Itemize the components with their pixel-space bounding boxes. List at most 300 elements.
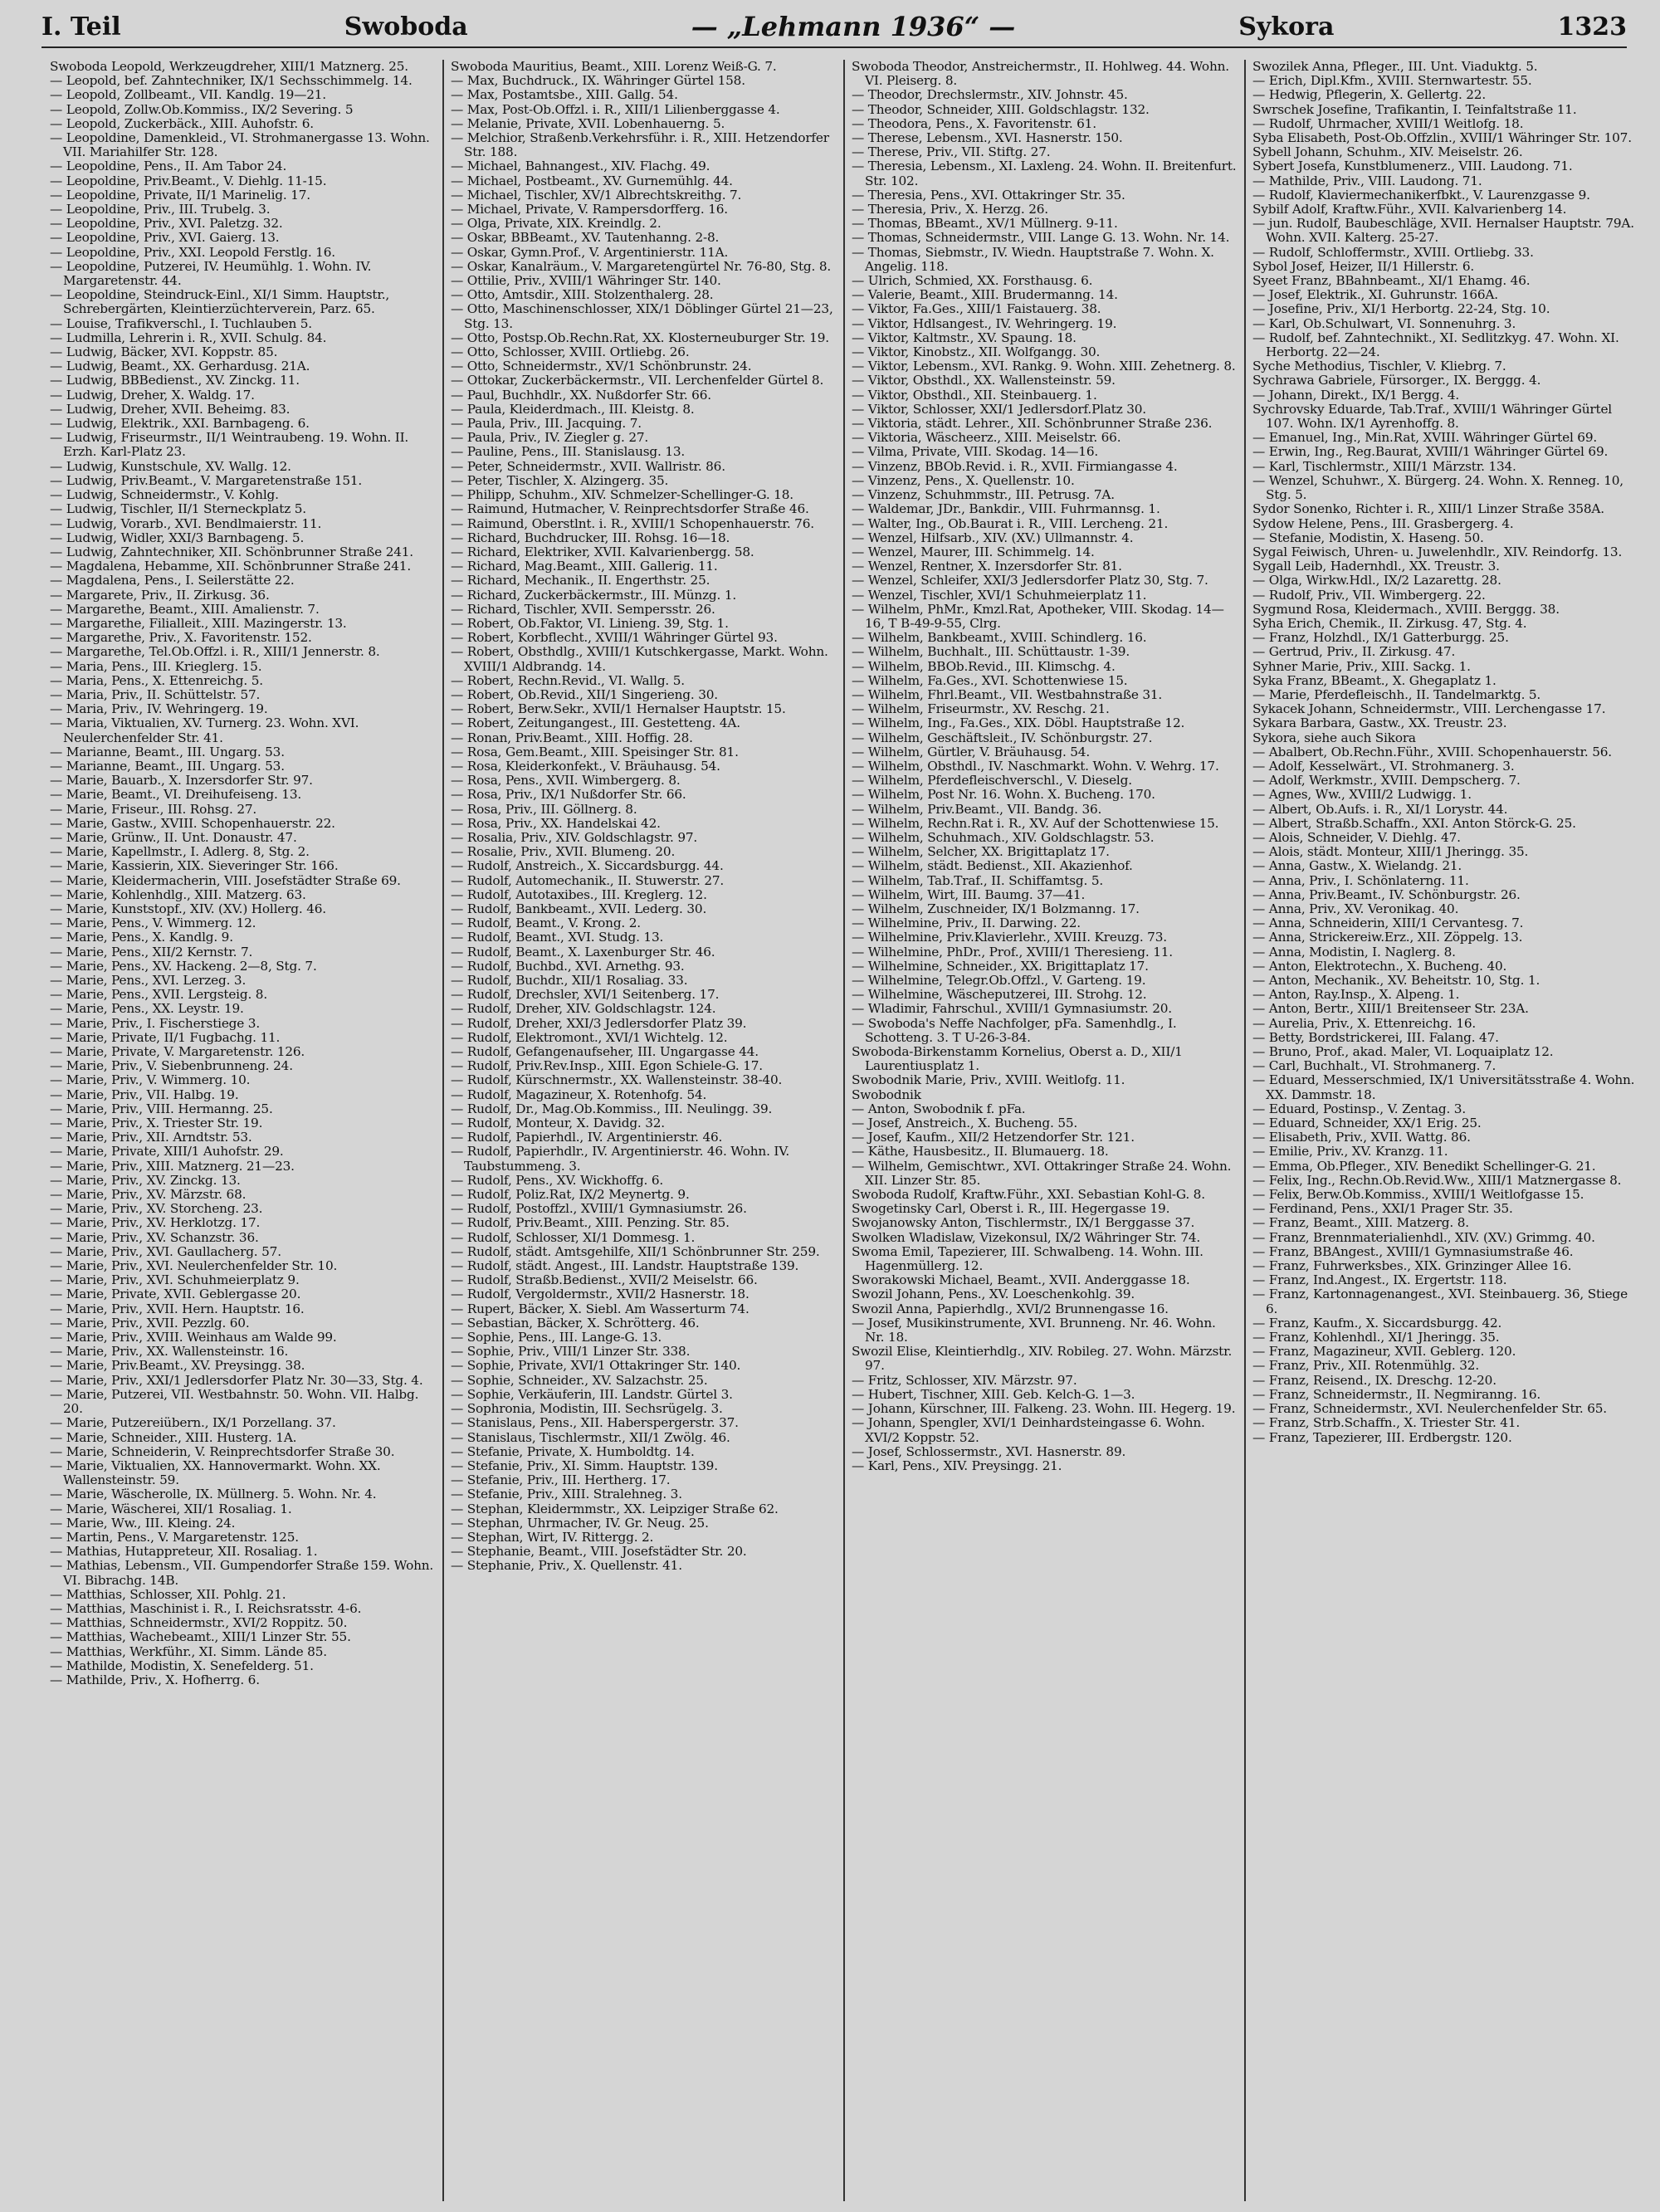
directory-entry: — Maria, Priv., II. Schüttelstr. 57. xyxy=(50,686,261,702)
directory-entry: — Ludwig, Kunstschule, XV. Wallg. 12. xyxy=(50,458,291,474)
directory-entry: — Rudolf, Schloffermstr., XVIII. Ortliebg. 33. xyxy=(1252,244,1534,260)
directory-entry: — Richard, Elektriker, XVII. Kalvarienbergg. 58. xyxy=(451,544,754,559)
directory-entry: — Otto, Schneidermstr., XV/1 Schönbrunstr. 24. xyxy=(451,359,752,374)
directory-entry: — Franz, Priv., XII. Rotenmühlg. 32. xyxy=(1252,1358,1479,1374)
directory-entry: — Johann, Spengler, XVI/1 Deinhardsteingasse 6. Wohn. XVI/2 Koppstr. 52. xyxy=(852,1415,1205,1445)
directory-entry: — Marie, Priv., XV. Märzstr. 68. xyxy=(50,1187,247,1203)
directory-entry: — Maria, Pens., III. Krieglerg. 15. xyxy=(50,658,262,674)
directory-entry: Syba Elisabeth, Post-Ob.Offzlin., XVIII/1 Währinger Str. 107. xyxy=(1252,130,1632,146)
right-running-name: Sykora xyxy=(1238,12,1335,42)
directory-entry: — Rudolf, Poliz.Rat, IX/2 Meynertg. 9. xyxy=(451,1187,690,1203)
directory-entry: — Ludwig, Priv.Beamt., V. Margaretenstraße 151. xyxy=(50,472,363,488)
directory-entry: Swoboda Theodor, Anstreichermstr., II. Hohlweg. 44. Wohn. VI. Pleiserg. 8. xyxy=(852,60,1229,89)
directory-entry: — Anton, Mechanik., XV. Beheitstr. 10, Stg. 1. xyxy=(1252,973,1540,988)
directory-entry: — Franz, Ind.Angest., IX. Ergertstr. 118. xyxy=(1252,1272,1507,1288)
directory-entry: — Josef, Kaufm., XII/2 Hetzendorfer Str. 121. xyxy=(852,1130,1135,1145)
directory-entry: — Theodor, Schneider, XIII. Goldschlagstr. 132. xyxy=(852,101,1150,117)
directory-entry: — Rudolf, Autotaxibes., III. Kreglerg. 12. xyxy=(451,886,707,902)
directory-entry: — Raimund, Oberstlnt. i. R., XVIII/1 Schopenhauerstr. 76. xyxy=(451,515,814,531)
directory-entry: — Wilhelm, Gürtler, V. Bräuhausg. 54. xyxy=(852,744,1090,759)
directory-entry: — Hubert, Tischner, XIII. Geb. Kelch-G. 1—3. xyxy=(852,1386,1135,1402)
directory-entry: — Wilhelm, Fhrl.Beamt., VII. Westbahnstraße 31. xyxy=(852,686,1163,702)
directory-entry: — Rudolf, Beamt., V. Krong. 2. xyxy=(451,916,641,931)
directory-entry: — Rudolf, Gefangenaufseher, III. Ungargasse 44. xyxy=(451,1044,759,1060)
directory-entry: — Rudolf, Pens., XV. Wickhoffg. 6. xyxy=(451,1172,664,1188)
directory-entry: — Wilhelm, Obsthdl., IV. Naschmarkt. Wohn. V. Wehrg. 17. xyxy=(852,758,1219,774)
directory-entry: — Marie, Priv., XVI. Gaullacherg. 57. xyxy=(50,1243,281,1259)
directory-entry: Sybol Josef, Heizer, II/1 Hillerstr. 6. xyxy=(1252,258,1475,274)
directory-entry: Syha Erich, Chemik., II. Zirkusg. 47, Stg. 4. xyxy=(1252,615,1527,631)
directory-entry: — Erich, Dipl.Kfm., XVIII. Sternwartestr. 55. xyxy=(1252,73,1532,89)
page-header xyxy=(42,7,1627,48)
directory-entry: — Rudolf, Kürschnermstr., XX. Wallensteinstr. 38-40. xyxy=(451,1072,783,1088)
directory-entry: — Adolf, Kesselwärt., VI. Strohmanerg. 3. xyxy=(1252,758,1515,774)
directory-entry: — Rudolf, städt. Amtsgehilfe, XII/1 Schönbrunner Str. 259. xyxy=(451,1243,820,1259)
directory-entry: — Wilhelm, BBOb.Revid., III. Klimschg. 4. xyxy=(852,658,1116,674)
directory-entry: — Alois, städt. Monteur, XIII/1 Jheringg. 35. xyxy=(1252,844,1529,860)
directory-entry: — Marie, Ww., III. Kleing. 24. xyxy=(50,1515,236,1531)
directory-entry: — Marie, Pens., XX. Leystr. 19. xyxy=(50,1001,244,1017)
directory-entry: — Max, Buchdruck., IX. Währinger Gürtel 158. xyxy=(451,73,745,89)
directory-entry: — Marie, Private, V. Margaretenstr. 126. xyxy=(50,1044,305,1060)
directory-entry: — Marie, Kassierin, XIX. Sieveringer Str. 166. xyxy=(50,858,339,874)
directory-entry: — Marie, Schneiderin, V. Reinprechtsdorfer Straße 30. xyxy=(50,1443,395,1459)
directory-entry: — Albert, Ob.Aufs. i. R., XI/1 Lorystr. 44. xyxy=(1252,801,1508,817)
directory-entry: Sydow Helene, Pens., III. Grasbergerg. 4. xyxy=(1252,515,1514,531)
directory-entry: — Otto, Amtsdir., XIII. Stolzenthalerg. 28. xyxy=(451,287,714,303)
directory-entry: — Wilhelm, Schuhmach., XIV. Goldschlagstr. 53. xyxy=(852,829,1155,845)
directory-entry: — Margarete, Priv., II. Zirkusg. 36. xyxy=(50,587,270,603)
directory-entry: — Johann, Kürschner, III. Falkeng. 23. Wohn. III. Hegerg. 19. xyxy=(852,1401,1236,1417)
directory-entry: — Mathilde, Priv., VIII. Laudong. 71. xyxy=(1252,173,1482,188)
directory-entry: — Fritz, Schlosser, XIV. Märzstr. 97. xyxy=(852,1372,1077,1388)
directory-entry: — Franz, Kaufm., X. Siccardsburgg. 42. xyxy=(1252,1315,1502,1331)
directory-entry: — Rudolf, Straßb.Bedienst., XVII/2 Meiselstr. 66. xyxy=(451,1272,758,1288)
directory-entry: — Anna, Priv., XV. Veronikag. 40. xyxy=(1252,901,1459,916)
directory-entry: — Marie, Bauarb., X. Inzersdorfer Str. 97. xyxy=(50,773,313,789)
directory-entry: — Stefanie, Priv., III. Hertherg. 17. xyxy=(451,1472,671,1488)
directory-entry: — Mathias, Hutappreteur, XII. Rosaliag. 1. xyxy=(50,1544,318,1560)
directory-entry: — Therese, Lebensm., XVI. Hasnerstr. 150. xyxy=(852,130,1123,146)
directory-entry: — Ludwig, Zahntechniker, XII. Schönbrunner Straße 241. xyxy=(50,544,413,559)
directory-entry: — Marie, Wäscherolle, IX. Müllnerg. 5. Wohn. Nr. 4. xyxy=(50,1487,377,1502)
directory-entry: Swoboda Mauritius, Beamt., XIII. Lorenz Weiß-G. 7. xyxy=(451,60,777,74)
directory-entry: Sygal Feiwisch, Uhren- u. Juwelenhdlr., XIV. Reindorfg. 13. xyxy=(1252,544,1623,559)
directory-entry: — Peter, Tischler, X. Alzingerg. 35. xyxy=(451,472,669,488)
directory-entry: — Stefanie, Private, X. Humboldtg. 14. xyxy=(451,1443,695,1459)
directory-entry: — Rudolf, Klaviermechanikerfbkt., V. Laurenzgasse 9. xyxy=(1252,187,1590,203)
directory-entry: — Olga, Wirkw.Hdl., IX/2 Lazarettg. 28. xyxy=(1252,573,1501,588)
directory-entry: — Sebastian, Bäcker, X. Schrötterg. 46. xyxy=(451,1315,700,1331)
directory-entry: — Wilhelm, PhMr., Kmzl.Rat, Apotheker, VIII. Skodag. 14—16, T B-49-9-55, Clrg. xyxy=(852,601,1224,631)
directory-entry: — Melchior, Straßenb.Verkehrsführ. i. R., XIII. Hetzendorfer Str. 188. xyxy=(451,130,829,160)
directory-entry: — Marie, Schneider., XIII. Husterg. 1A. xyxy=(50,1429,297,1445)
directory-entry: — Theodor, Drechslermstr., XIV. Johnstr. 45. xyxy=(852,87,1128,103)
directory-entry: — Rudolf, Monteur, X. Davidg. 32. xyxy=(451,1116,665,1131)
directory-entry: — Wilhelm, Buchhalt., III. Schüttaustr. 1-39. xyxy=(852,644,1130,660)
directory-entry: — Ludwig, Widler, XXI/3 Barnbageng. 5. xyxy=(50,530,305,545)
directory-entry: — Ludwig, Elektrik., XXI. Barnbageng. 6. xyxy=(50,416,310,432)
directory-entry: — Mathilde, Modistin, X. Senefelderg. 51. xyxy=(50,1658,314,1673)
directory-entry: — Thomas, Siebmstr., IV. Wiedn. Hauptstraße 7. Wohn. X. Angelig. 118. xyxy=(852,244,1214,274)
column-4 xyxy=(1246,60,1645,2201)
directory-entry: — Marie, Private, XVII. Geblergasse 20. xyxy=(50,1287,301,1302)
directory-entry: — Marie, Priv., XVII. Hern. Hauptstr. 16. xyxy=(50,1301,305,1316)
directory-entry: — Marie, Putzereiübern., IX/1 Porzellang. 37. xyxy=(50,1415,336,1431)
directory-entry: Swolken Wladislaw, Vizekonsul, IX/2 Währinger Str. 74. xyxy=(852,1229,1201,1245)
directory-entry: — Anna, Priv., I. Schönlaterng. 11. xyxy=(1252,872,1469,888)
directory-entry: — Franz, Reisend., IX. Dreschg. 12-20. xyxy=(1252,1372,1496,1388)
directory-entry: Swobodnik Marie, Priv., XVIII. Weitlofg. 11. xyxy=(852,1072,1125,1088)
directory-entry: — Rudolf, Schlosser, XI/1 Dommesg. 1. xyxy=(451,1229,696,1245)
directory-entry: — Marie, Priv., VIII. Hermanng. 25. xyxy=(50,1101,273,1116)
directory-entry: — Theresia, Lebensm., XI. Laxleng. 24. Wohn. II. Breitenfurt. Str. 102. xyxy=(852,159,1237,188)
directory-title: — „Lehmann 1936“ — xyxy=(691,11,1016,42)
directory-entry: — Rudolf, bef. Zahntechnikt., XI. Sedlitzkyg. 47. Wohn. XI. Herbortg. 22—24. xyxy=(1252,330,1619,360)
directory-entry: — Leopold, bef. Zahntechniker, IX/1 Sechsschimmelg. 14. xyxy=(50,73,413,89)
directory-entry: — Marie, Private, XIII/1 Auhofstr. 29. xyxy=(50,1144,284,1160)
directory-entry: — Franz, Tapezierer, III. Erdbergstr. 120. xyxy=(1252,1429,1512,1445)
directory-entry: — Marie, Priv., XVIII. Weinhaus am Walde 99. xyxy=(50,1330,337,1345)
directory-entry: — Sophie, Verkäuferin, III. Landstr. Gürtel 3. xyxy=(451,1386,733,1402)
directory-entry: — Rosa, Kleiderkonfekt., V. Bräuhausg. 54. xyxy=(451,758,720,774)
directory-entry: — Robert, Rechn.Revid., VI. Wallg. 5. xyxy=(451,672,685,688)
directory-entry: — Wladimir, Fahrschul., XVIII/1 Gymnasiumstr. 20. xyxy=(852,1001,1172,1017)
directory-entry: Sychrawa Gabriele, Fürsorger., IX. Berggg. 4. xyxy=(1252,373,1541,388)
directory-entry: — Matthias, Schlosser, XII. Pohlg. 21. xyxy=(50,1586,286,1602)
directory-entry: — Rosalia, Priv., XIV. Goldschlagstr. 97. xyxy=(451,829,698,845)
directory-entry: — Erwin, Ing., Reg.Baurat, XVIII/1 Währinger Gürtel 69. xyxy=(1252,444,1609,460)
directory-entry: — Vilma, Private, VIII. Skodag. 14—16. xyxy=(852,444,1099,460)
directory-entry: — Marianne, Beamt., III. Ungarg. 53. xyxy=(50,758,285,774)
directory-entry: — Anna, Priv.Beamt., IV. Schönburgstr. 26. xyxy=(1252,886,1521,902)
directory-entry: — Marie, Pens., XVII. Lergsteig. 8. xyxy=(50,987,267,1003)
directory-entry: — Viktor, Schlosser, XXI/1 Jedlersdorf.Platz 30. xyxy=(852,401,1146,417)
directory-entry: — Marie, Viktualien, XX. Hannovermarkt. Wohn. XX. Wallensteinstr. 59. xyxy=(50,1458,381,1488)
directory-entry: — Ludwig, Vorarb., XVI. Bendlmaierstr. 11. xyxy=(50,515,322,531)
directory-entry: Syhner Marie, Priv., XIII. Sackg. 1. xyxy=(1252,658,1471,674)
directory-entry: — Oskar, BBBeamt., XV. Tautenhanng. 2-8. xyxy=(451,230,720,246)
directory-entry: — Marie, Pens., V. Wimmerg. 12. xyxy=(50,916,256,931)
directory-entry: — Theresia, Pens., XVI. Ottakringer Str. 35. xyxy=(852,187,1125,203)
directory-entry: — Anna, Gastw., X. Wielandg. 21. xyxy=(1252,858,1462,874)
directory-entry: — Franz, Strb.Schaffn., X. Triester Str. 41. xyxy=(1252,1415,1521,1431)
directory-entry: — Wenzel, Schleifer, XXI/3 Jedlersdorfer Platz 30, Stg. 7. xyxy=(852,573,1208,588)
directory-entry: — Wilhelm, Fa.Ges., XVI. Schottenwiese 15. xyxy=(852,672,1128,688)
directory-entry: Sygall Leib, Hadernhdl., XX. Treustr. 3. xyxy=(1252,559,1500,574)
directory-entry: — Viktor, Lebensm., XVI. Rankg. 9. Wohn. XIII. Zehetnerg. 8. xyxy=(852,359,1236,374)
directory-entry: Syka Franz, BBeamt., X. Ghegaplatz 1. xyxy=(1252,672,1496,688)
directory-entry: — Emma, Ob.Pfleger., XIV. Benedikt Schellinger-G. 21. xyxy=(1252,1158,1596,1174)
directory-entry: — Josefine, Priv., XI/1 Herbortg. 22-24, Stg. 10. xyxy=(1252,301,1550,317)
directory-entry: Sworakowski Michael, Beamt., XVII. Anderggasse 18. xyxy=(852,1272,1190,1288)
directory-entry: — Rudolf, Dreher, XIV. Goldschlagstr. 124. xyxy=(451,1001,716,1017)
directory-entry: — Rudolf, Papierhdl., IV. Argentinierstr. 46. xyxy=(451,1130,723,1145)
directory-entry: — Rudolf, Beamt., XVI. Studg. 13. xyxy=(451,930,664,945)
directory-entry: — Wilhelm, Priv.Beamt., VII. Bandg. 36. xyxy=(852,801,1102,817)
directory-entry: — Wilhelmine, Priv., II. Darwing. 22. xyxy=(852,916,1081,931)
directory-entry: — Marie, Priv., XV. Storcheng. 23. xyxy=(50,1201,263,1217)
directory-entry: — Robert, Korbflecht., XVIII/1 Währinger Gürtel 93. xyxy=(451,630,778,646)
directory-entry: — Viktor, Hdlsangest., IV. Wehringerg. 19. xyxy=(852,315,1117,331)
column-2 xyxy=(444,60,845,2201)
directory-entry: — Viktor, Fa.Ges., XIII/1 Faistauerg. 38. xyxy=(852,301,1101,317)
directory-entry: — Wilhelm, Gemischtwr., XVI. Ottakringer Straße 24. Wohn. XII. Linzer Str. 85. xyxy=(852,1158,1232,1188)
directory-entry: — Franz, Brennmaterialienhdl., XIV. (XV.) Grimmg. 40. xyxy=(1252,1229,1595,1245)
directory-entry: — Wenzel, Tischler, XVI/1 Schuhmeierplatz 11. xyxy=(852,587,1147,603)
directory-entry: — Marie, Beamt., VI. Dreihufeiseng. 13. xyxy=(50,787,302,803)
directory-entry: — Rosa, Priv., III. Göllnerg. 8. xyxy=(451,801,637,817)
directory-entry: — Franz, Schneidermstr., II. Negmiranng. 16. xyxy=(1252,1386,1541,1402)
directory-entry: Swoboda Rudolf, Kraftw.Führ., XXI. Sebastian Kohl-G. 8. xyxy=(852,1187,1205,1203)
directory-entry: — Ludwig, Dreher, X. Waldg. 17. xyxy=(50,387,255,403)
directory-entry: Swoma Emil, Tapezierer, III. Schwalbeng. 14. Wohn. III. Hagenmüllerg. 12. xyxy=(852,1243,1204,1274)
directory-entry: — Franz, Schneidermstr., XVI. Neulerchenfelder Str. 65. xyxy=(1252,1401,1607,1417)
directory-entry: — Robert, Zeitungangest., III. Gestetteng. 4A. xyxy=(451,715,740,731)
directory-entry: — Franz, Kohlenhdl., XI/1 Jheringg. 35. xyxy=(1252,1330,1500,1345)
directory-entry: — Ulrich, Schmied, XX. Forsthausg. 6. xyxy=(852,273,1093,289)
directory-entry: — Leopoldine, Priv.Beamt., V. Diehlg. 11-15. xyxy=(50,173,327,188)
directory-entry: — Leopoldine, Steindruck-Einl., XI/1 Simm. Hauptstr., Schrebergärten, Kleintierzüchterverein, Parz. 65. xyxy=(50,287,390,317)
directory-entry: — Rudolf, Priv.Rev.Insp., XIII. Egon Schiele-G. 17. xyxy=(451,1058,763,1074)
directory-entry: — Marie, Priv., V. Siebenbrunneng. 24. xyxy=(50,1058,293,1074)
directory-entry: — Rosa, Priv., XX. Handelskai 42. xyxy=(451,815,661,831)
directory-entry: — Michael, Postbeamt., XV. Gurnemühlg. 44. xyxy=(451,173,733,188)
directory-entry: — Rudolf, Buchdr., XII/1 Rosaliag. 33. xyxy=(451,973,688,988)
directory-entry: — Pauline, Pens., III. Stanislausg. 13. xyxy=(451,444,686,460)
directory-entry: — Paula, Priv., III. Jacquing. 7. xyxy=(451,416,642,432)
directory-entry: — Wilhelm, Wirt, III. Baumg. 37—41. xyxy=(852,886,1086,902)
directory-entry: — Stanislaus, Pens., XII. Haberspergerstr. 37. xyxy=(451,1415,739,1431)
directory-entry: — Alois, Schneider, V. Diehlg. 47. xyxy=(1252,829,1461,845)
directory-entry: — Wilhelm, Zuschneider, IX/1 Bolzmanng. 17. xyxy=(852,901,1140,916)
directory-entry: — Felix, Berw.Ob.Kommiss., XVIII/1 Weitlofgasse 15. xyxy=(1252,1187,1584,1203)
directory-entry: — Marie, Kleidermacherin, VIII. Josefstädter Straße 69. xyxy=(50,872,401,888)
directory-entry: — Max, Postamtsbe., XIII. Gallg. 54. xyxy=(451,87,678,103)
directory-entry: — Matthias, Werkführ., XI. Simm. Lände 85. xyxy=(50,1643,327,1659)
directory-entry: — Wilhelmine, PhDr., Prof., XVIII/1 Theresieng. 11. xyxy=(852,944,1173,960)
directory-entry: Swoboda-Birkenstamm Kornelius, Oberst a. D., XII/1 Laurentiusplatz 1. xyxy=(852,1044,1183,1074)
directory-entry: — Oskar, Kanalräum., V. Margaretengürtel Nr. 76-80, Stg. 8. xyxy=(451,258,832,274)
directory-entry: — Rosa, Gem.Beamt., XIII. Speisinger Str. 81. xyxy=(451,744,739,759)
directory-entry: — Philipp, Schuhm., XIV. Schmelzer-Schellinger-G. 18. xyxy=(451,487,793,503)
directory-entry: — Marie, Priv., X. Triester Str. 19. xyxy=(50,1116,263,1131)
directory-entry: — Sophie, Priv., VIII/1 Linzer Str. 338. xyxy=(451,1344,691,1360)
directory-entry: — Marie, Priv., XX. Wallensteinstr. 16. xyxy=(50,1344,289,1360)
directory-entry: — Franz, Beamt., XIII. Matzerg. 8. xyxy=(1252,1215,1469,1231)
directory-entry: — Margarethe, Filialleit., XIII. Mazingerstr. 13. xyxy=(50,615,347,631)
directory-entry: — Sophie, Schneider., XV. Salzachstr. 25. xyxy=(451,1372,708,1388)
directory-entry: — Stefanie, Modistin, X. Haseng. 50. xyxy=(1252,530,1484,545)
directory-entry: — Johann, Direkt., IX/1 Bergg. 4. xyxy=(1252,387,1460,403)
directory-entry: — Stephan, Wirt, IV. Rittergg. 2. xyxy=(451,1529,654,1545)
directory-entry: — Ludwig, Beamt., XX. Gerhardusg. 21A. xyxy=(50,359,310,374)
directory-entry: Sydor Sonenko, Richter i. R., XIII/1 Linzer Straße 358A. xyxy=(1252,501,1604,517)
directory-entry: — Ludwig, BBBedienst., XV. Zinckg. 11. xyxy=(50,373,300,388)
directory-entry: — Marie, Friseur., III. Rohsg. 27. xyxy=(50,801,257,817)
directory-entry: — Anna, Schneiderin, XIII/1 Cervantesg. 7. xyxy=(1252,916,1524,931)
directory-entry: — Michael, Tischler, XV/1 Albrechtskreithg. 7. xyxy=(451,187,742,203)
directory-entry: — Käthe, Hausbesitz., II. Blumauerg. 18. xyxy=(852,1144,1109,1160)
directory-entry: — Wilhelm, Tab.Traf., II. Schiffamtsg. 5. xyxy=(852,872,1104,888)
page-number: 1323 xyxy=(1557,12,1627,42)
directory-entry: — Waldemar, JDr., Bankdir., VIII. Fuhrmannsg. 1. xyxy=(852,501,1160,517)
directory-entry: — Magdalena, Pens., I. Seilerstätte 22. xyxy=(50,573,295,588)
directory-entry: — Agnes, Ww., XVIII/2 Ludwigg. 1. xyxy=(1252,787,1472,803)
directory-entry: — Josef, Anstreich., X. Bucheng. 55. xyxy=(852,1116,1078,1131)
directory-entry: — Leopoldine, Priv., XVI. Paletzg. 32. xyxy=(50,216,283,232)
left-running-name: Swoboda xyxy=(344,12,468,42)
directory-entry: — Max, Post-Ob.Offzl. i. R., XIII/1 Lilienberggasse 4. xyxy=(451,101,780,117)
directory-entry: — Marie, Pens., XV. Hackeng. 2—8, Stg. 7. xyxy=(50,958,317,974)
directory-entry: — Leopoldine, Putzerei, IV. Heumühlg. 1. Wohn. IV. Margaretenstr. 44. xyxy=(50,258,372,289)
directory-entry: — Paula, Priv., IV. Ziegler g. 27. xyxy=(451,430,649,446)
directory-entry: — Eduard, Schneider, XX/1 Erig. 25. xyxy=(1252,1116,1482,1131)
directory-entry: — Margarethe, Beamt., XIII. Amalienstr. 7. xyxy=(50,601,320,617)
directory-entry: Swozil Elise, Kleintierhdlg., XIV. Robileg. 27. Wohn. Märzstr. 97. xyxy=(852,1344,1233,1374)
directory-entry: — Robert, Ob.Faktor, VI. Linieng. 39, Stg. 1. xyxy=(451,615,729,631)
directory-entry: — Franz, BBAngest., XVIII/1 Gymnasiumstraße 46. xyxy=(1252,1243,1574,1259)
directory-entry: — Josef, Musikinstrumente, XVI. Brunneng. Nr. 46. Wohn. Nr. 18. xyxy=(852,1315,1216,1345)
directory-entry: — Eduard, Postinsp., V. Zentag. 3. xyxy=(1252,1101,1466,1116)
directory-entry: — Wilhelmine, Wäscheputzerei, III. Strohg. 12. xyxy=(852,987,1147,1003)
directory-entry: — Gertrud, Priv., II. Zirkusg. 47. xyxy=(1252,644,1456,660)
directory-entry: — Albert, Straßb.Schaffn., XXI. Anton Störck-G. 25. xyxy=(1252,815,1576,831)
directory-entry: — Richard, Tischler, XVII. Sempersstr. 26. xyxy=(451,601,715,617)
directory-entry: — Wilhelmine, Priv.Klavierlehr., XVIII. Kreuzg. 73. xyxy=(852,930,1167,945)
directory-entry: — Mathias, Lebensm., VII. Gumpendorfer Straße 159. Wohn. VI. Bibrachg. 14B. xyxy=(50,1558,434,1588)
directory-entry: — Ottilie, Priv., XVIII/1 Währinger Str. 140. xyxy=(451,273,721,289)
directory-entry: — Stanislaus, Tischlermstr., XII/1 Zwölg. 46. xyxy=(451,1429,730,1445)
directory-entry: — Raimund, Hutmacher, V. Reinprechtsdorfer Straße 46. xyxy=(451,501,809,517)
directory-entry: — Franz, Magazineur, XVII. Geblerg. 120. xyxy=(1252,1344,1516,1360)
directory-entry: — Leopold, Zollbeamt., VII. Kandlg. 19—21. xyxy=(50,87,326,103)
directory-entry: — Peter, Schneidermstr., XVII. Wallristr. 86. xyxy=(451,458,725,474)
directory-entry: — Leopoldine, Damenkleid., VI. Strohmanergasse 13. Wohn. VII. Mariahilfer Str. 128. xyxy=(50,130,430,160)
directory-entry: — Leopoldine, Priv., III. Trubelg. 3. xyxy=(50,202,271,217)
part-label: I. Teil xyxy=(42,12,121,42)
directory-entry: — Oskar, Gymn.Prof., V. Argentinierstr. 11A. xyxy=(451,244,729,260)
directory-entry: — Karl, Tischlermstr., XIII/1 Märzstr. 134. xyxy=(1252,458,1516,474)
directory-entry: — Sophie, Private, XVI/1 Ottakringer Str. 140. xyxy=(451,1358,741,1374)
directory-entry: — Anna, Modistin, I. Naglerg. 8. xyxy=(1252,944,1456,960)
directory-entry: Swozil Johann, Pens., XV. Loeschenkohlg. 39. xyxy=(852,1287,1135,1302)
directory-entry: — Margarethe, Priv., X. Favoritenstr. 152. xyxy=(50,630,312,646)
directory-entry: Syche Methodius, Tischler, V. Kliebrg. 7. xyxy=(1252,359,1506,374)
directory-entry: — Vinzenz, BBOb.Revid. i. R., XVII. Firmiangasse 4. xyxy=(852,458,1178,474)
directory-entry: — Wilhelm, Friseurmstr., XV. Reschg. 21. xyxy=(852,701,1110,717)
directory-entry: — Viktoria, Wäscheerz., XIII. Meiselstr. 66. xyxy=(852,430,1121,446)
directory-entry: — Marie, Priv., VII. Halbg. 19. xyxy=(50,1086,239,1102)
directory-entry: — Franz, Kartonnagenangest., XVI. Steinbauerg. 36, Stiege 6. xyxy=(1252,1287,1628,1316)
directory-entry: — Ludwig, Dreher, XVII. Beheimg. 83. xyxy=(50,401,290,417)
directory-entry: Sygmund Rosa, Kleidermach., XVIII. Berggg. 38. xyxy=(1252,601,1560,617)
directory-entry: — Marianne, Beamt., III. Ungarg. 53. xyxy=(50,744,285,759)
directory-entry: Sykara Barbara, Gastw., XX. Treustr. 23. xyxy=(1252,715,1507,731)
directory-entry: — Leopold, Zuckerbäck., XIII. Auhofstr. 6. xyxy=(50,115,314,131)
directory-entry: — Wenzel, Hilfsarb., XIV. (XV.) Ullmannstr. 4. xyxy=(852,530,1134,545)
directory-entry: — Wilhelm, Bankbeamt., XVIII. Schindlerg. 16. xyxy=(852,630,1147,646)
directory-entry: — Wilhelm, Pferdefleischverschl., V. Dieselg. xyxy=(852,773,1132,789)
directory-entry: — Franz, Fuhrwerksbes., XIX. Grinzinger Allee 16. xyxy=(1252,1258,1572,1274)
directory-entry: — Margarethe, Tel.Ob.Offzl. i. R., XIII/1 Jennerstr. 8. xyxy=(50,644,380,660)
directory-entry: — Marie, Priv., XV. Herklotzg. 17. xyxy=(50,1215,261,1231)
directory-entry: — Michael, Bahnangest., XIV. Flachg. 49. xyxy=(451,159,710,174)
directory-entry: — Maria, Viktualien, XV. Turnerg. 23. Wohn. XVI. Neulerchenfelder Str. 41. xyxy=(50,715,359,745)
directory-entry: — Wilhelm, Selcher, XX. Brigittaplatz 17. xyxy=(852,844,1110,860)
directory-entry: — Otto, Schlosser, XVIII. Ortliebg. 26. xyxy=(451,344,690,360)
directory-entry: — Marie, Priv., XXI/1 Jedlersdorfer Platz Nr. 30—33, Stg. 4. xyxy=(50,1372,423,1388)
directory-entry: — Marie, Priv., V. Wimmerg. 10. xyxy=(50,1072,251,1088)
directory-entry: — Marie, Kunststopf., XIV. (XV.) Hollerg. 46. xyxy=(50,901,326,916)
directory-entry: — Richard, Mechanik., II. Engerthstr. 25. xyxy=(451,573,710,588)
directory-entry: Sykacek Johann, Schneidermstr., VIII. Lerchengasse 17. xyxy=(1252,701,1606,717)
directory-entry: — Marie, Private, II/1 Fugbachg. 11. xyxy=(50,1029,281,1045)
directory-entry: — Swoboda's Neffe Nachfolger, pFa. Samenhdlg., I. Schotteng. 3. T U-26-3-84. xyxy=(852,1015,1177,1045)
directory-entry: — Ludwig, Friseurmstr., II/1 Weintraubeng. 19. Wohn. II. Erzh. Karl-Platz 23. xyxy=(50,430,409,460)
directory-entry: — Rudolf, Uhrmacher, XVIII/1 Weitlofg. 18. xyxy=(1252,115,1524,131)
directory-entry: — Walter, Ing., Ob.Baurat i. R., VIII. Lercheng. 21. xyxy=(852,515,1169,531)
directory-entry: — Ferdinand, Pens., XXI/1 Prager Str. 35. xyxy=(1252,1201,1513,1217)
directory-entry: — Robert, Berw.Sekr., XVII/1 Hernalser Hauptstr. 15. xyxy=(451,701,786,717)
directory-entry: — Eduard, Messerschmied, IX/1 Universitätsstraße 4. Wohn. XX. Dammstr. 18. xyxy=(1252,1072,1635,1102)
directory-entry: — Marie, Priv., XV. Schanzstr. 36. xyxy=(50,1229,259,1245)
directory-entry: — Marie, Priv., XIII. Matznerg. 21—23. xyxy=(50,1158,295,1174)
directory-entry: — Josef, Elektrik., XI. Guhrunstr. 166A. xyxy=(1252,287,1498,303)
directory-entry: — Rudolf, Vergoldermstr., XVII/2 Hasnerstr. 18. xyxy=(451,1287,749,1302)
directory-entry: — Theodora, Pens., X. Favoritenstr. 61. xyxy=(852,115,1096,131)
directory-entry: Syeet Franz, BBahnbeamt., XI/1 Ehamg. 46. xyxy=(1252,273,1531,289)
directory-entry: Sychrovsky Eduarde, Tab.Traf., XVIII/1 Währinger Gürtel 107. Wohn. IX/1 Ayrenhoffg. 8. xyxy=(1252,401,1612,432)
directory-entry: — Otto, Maschinenschlosser, XIX/1 Döblinger Gürtel 21—23, Stg. 13. xyxy=(451,301,833,331)
directory-entry: — Leopold, Zollw.Ob.Kommiss., IX/2 Severing. 5 xyxy=(50,101,354,117)
directory-entry: — Marie, Priv., XVI. Schuhmeierplatz 9. xyxy=(50,1272,300,1288)
directory-entry: Swozilek Anna, Pfleger., III. Unt. Viaduktg. 5. xyxy=(1252,60,1538,74)
directory-entry: — Rudolf, Elektromont., XVI/1 Wichtelg. 12. xyxy=(451,1029,728,1045)
directory-entry: — Otto, Postsp.Ob.Rechn.Rat, XX. Klosterneuburger Str. 19. xyxy=(451,330,829,345)
directory-entry: — Marie, Pens., XVI. Lerzeg. 3. xyxy=(50,973,247,988)
directory-entry: Sybell Johann, Schuhm., XIV. Meiselstr. 26. xyxy=(1252,144,1523,160)
directory-entry: — Viktor, Obsthdl., XX. Wallensteinstr. 59. xyxy=(852,373,1116,388)
directory-entry: Swobodnik xyxy=(852,1086,921,1102)
directory-entry: — Rudolf, Drechsler, XVI/1 Seitenberg. 17. xyxy=(451,987,720,1003)
directory-entry: — Rudolf, Magazineur, X. Rotenhofg. 54. xyxy=(451,1086,707,1102)
directory-entry: — Rudolf, Dr., Mag.Ob.Kommiss., III. Neulingg. 39. xyxy=(451,1101,773,1116)
directory-entry: — Wilhelmine, Schneider., XX. Brigittaplatz 17. xyxy=(852,958,1149,974)
directory-entry: — Marie, Wäscherei, XII/1 Rosaliag. 1. xyxy=(50,1501,292,1516)
directory-entry: — Wenzel, Maurer, III. Schimmelg. 14. xyxy=(852,544,1095,559)
directory-entry: — Abalbert, Ob.Rechn.Führ., XVIII. Schopenhauerstr. 56. xyxy=(1252,744,1612,759)
directory-entry: — Marie, Gastw., XVIII. Schopenhauerstr. 22. xyxy=(50,815,335,831)
directory-entry: — Ludwig, Tischler, II/1 Sterneckplatz 5. xyxy=(50,501,306,517)
directory-entry: — Therese, Priv., VII. Stiftg. 27. xyxy=(852,144,1051,160)
directory-entry: — Marie, Priv., XII. Arndtstr. 53. xyxy=(50,1130,252,1145)
directory-entry: — Anton, Swobodnik f. pFa. xyxy=(852,1101,1026,1116)
directory-entry: Sybert Josefa, Kunstblumenerz., VIII. Laudong. 71. xyxy=(1252,159,1573,174)
directory-entry: — Marie, Pens., X. Kandlg. 9. xyxy=(50,930,233,945)
directory-entry: — Wilhelm, Rechn.Rat i. R., XV. Auf der Schottenwiese 15. xyxy=(852,815,1219,831)
directory-entry: — Viktor, Obsthdl., XII. Steinbauerg. 1. xyxy=(852,387,1097,403)
directory-entry: — Matthias, Schneidermstr., XVI/2 Roppitz. 50. xyxy=(50,1615,348,1631)
directory-entry: — Robert, Ob.Revid., XII/1 Singerieng. 30. xyxy=(451,686,718,702)
directory-entry: — Leopoldine, Priv., XVI. Gaierg. 13. xyxy=(50,230,280,246)
directory-entry: — Wenzel, Schuhwr., X. Bürgerg. 24. Wohn. X. Renneg. 10, Stg. 5. xyxy=(1252,472,1623,503)
column-1 xyxy=(43,60,444,2201)
directory-entry: — Leopoldine, Private, II/1 Marinelig. 17. xyxy=(50,187,310,203)
directory-entry: — Viktor, Kaltmstr., XV. Spaung. 18. xyxy=(852,330,1077,345)
directory-entry: — Franz, Holzhdl., IX/1 Gatterburgg. 25. xyxy=(1252,630,1509,646)
directory-entry: — Ottokar, Zuckerbäckermstr., VII. Lerchenfelder Gürtel 8. xyxy=(451,373,824,388)
